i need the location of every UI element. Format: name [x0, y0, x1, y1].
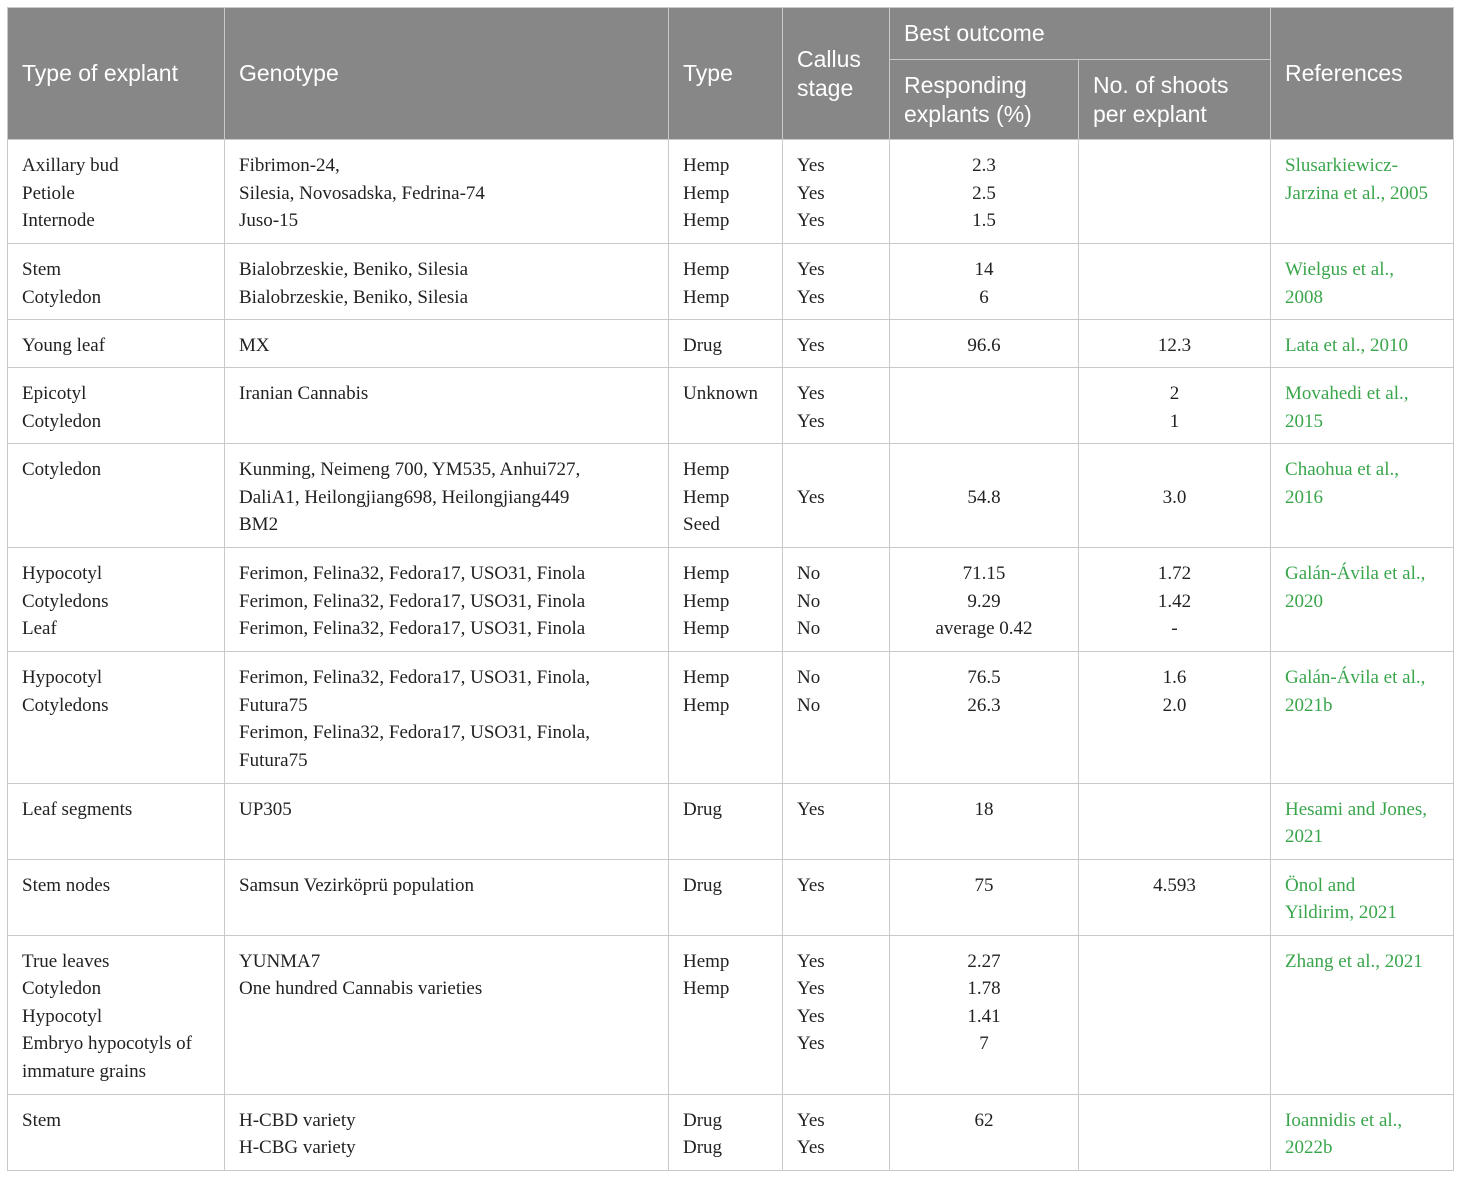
explant-line: Internode	[22, 210, 95, 231]
header-type-of-explant: Type of explant	[8, 8, 225, 140]
header-best-outcome: Best outcome	[890, 8, 1271, 60]
callus-line: No	[797, 694, 821, 716]
type-line: Hemp	[683, 259, 730, 281]
table-row	[8, 652, 1454, 783]
genotype-line: Fibrimon-24,	[239, 155, 340, 176]
type-line: Hemp	[683, 563, 730, 585]
explant-line: Axillary bud	[22, 155, 119, 176]
responding-value: 14	[974, 259, 994, 281]
explant-line: Leaf segments	[22, 798, 133, 820]
reference-line[interactable]: 2020	[1285, 590, 1324, 612]
explant-line: Cotyledon	[22, 978, 102, 1000]
responding-explants-cell	[890, 244, 1079, 320]
responding-value: 18	[974, 798, 994, 820]
explant-cell	[8, 244, 225, 320]
table-row	[8, 244, 1454, 320]
reference-link[interactable]	[1271, 1094, 1454, 1170]
callus-line: Yes	[797, 410, 825, 432]
reference-line[interactable]: Yildirim, 2021	[1285, 902, 1397, 924]
responding-explants-cell	[890, 444, 1079, 548]
callus-line: Yes	[797, 874, 825, 896]
genotype-line: UP305	[239, 798, 292, 820]
type-line: Hemp	[683, 286, 730, 308]
explant-cell	[8, 1094, 225, 1170]
reference-line[interactable]: Chaohua et al.,	[1285, 459, 1399, 481]
callus-line: Yes	[797, 259, 825, 281]
genotype-line: DaliA1, Heilongjiang698, Heilongjiang449	[239, 486, 570, 508]
genotype-line: MX	[239, 335, 270, 357]
shoots-per-explant-cell	[1079, 368, 1271, 444]
type-line: Hemp	[683, 486, 730, 508]
reference-link[interactable]	[1271, 444, 1454, 548]
genotype-line: YUNMA7	[239, 950, 321, 972]
shoots-per-explant-cell	[1079, 444, 1271, 548]
type-cell	[669, 1094, 783, 1170]
reference-line[interactable]: Hesami and Jones,	[1285, 798, 1427, 820]
callus-line: Yes	[797, 383, 825, 405]
explant-line: Cotyledon	[22, 410, 102, 432]
explant-line: Leaf	[22, 618, 57, 640]
explant-line: Hypocotyl	[22, 667, 103, 689]
reference-link[interactable]	[1271, 859, 1454, 935]
callus-line: Yes	[797, 1005, 825, 1027]
type-line: Hemp	[683, 618, 730, 640]
genotype-line: Ferimon, Felina32, Fedora17, USO31, Finola,	[239, 722, 590, 744]
callus-stage-cell	[783, 140, 890, 244]
shoots-value: 12.3	[1157, 335, 1192, 357]
shoots-per-explant-cell	[1079, 244, 1271, 320]
genotype-line: Juso-15	[239, 210, 299, 231]
header-genotype: Genotype	[225, 8, 669, 140]
callus-line: Yes	[797, 1137, 825, 1159]
type-line: Drug	[683, 874, 723, 896]
genotype-line: Kunming, Neimeng 700, YM535, Anhui727,	[239, 459, 581, 481]
shoots-value: 1.42	[1157, 590, 1192, 612]
genotype-cell	[225, 320, 669, 368]
genotype-line: Silesia, Novosadska, Fedrina-74	[239, 182, 485, 204]
responding-explants-cell	[890, 783, 1079, 859]
genotype-line: Ferimon, Felina32, Fedora17, USO31, Finola	[239, 590, 586, 612]
explant-cell	[8, 935, 225, 1094]
explant-line: Stem	[22, 259, 62, 281]
explant-line: Stem	[22, 1109, 62, 1131]
reference-link[interactable]	[1271, 244, 1454, 320]
shoots-value: 3.0	[1162, 486, 1187, 508]
reference-line[interactable]: Önol and	[1285, 874, 1356, 896]
genotype-cell	[225, 368, 669, 444]
table-row	[8, 320, 1454, 368]
header-responding-explants	[890, 60, 1079, 140]
explant-cell	[8, 368, 225, 444]
callus-stage-cell	[783, 244, 890, 320]
type-cell	[669, 783, 783, 859]
callus-line: Yes	[797, 950, 825, 972]
shoots-per-explant-cell	[1079, 783, 1271, 859]
responding-value: 1.41	[967, 1005, 1001, 1027]
type-line: Drug	[683, 1109, 723, 1131]
responding-value: 9.29	[967, 590, 1001, 612]
explant-line: Cotyledons	[22, 694, 109, 716]
genotype-cell	[225, 652, 669, 783]
callus-line: Yes	[797, 798, 825, 820]
type-line: Hemp	[683, 210, 730, 231]
responding-value: 2.3	[972, 155, 996, 176]
callus-line: Yes	[797, 978, 825, 1000]
explant-table	[7, 7, 1454, 1171]
table-row	[8, 140, 1454, 244]
callus-line: Yes	[797, 486, 825, 508]
header-callus-stage	[783, 8, 890, 140]
genotype-line: One hundred Cannabis varieties	[239, 978, 483, 1000]
genotype-line: Bialobrzeskie, Beniko, Silesia	[239, 259, 469, 281]
callus-line: Yes	[797, 1033, 825, 1055]
shoots-value: -	[1171, 618, 1178, 640]
explant-cell	[8, 140, 225, 244]
callus-stage-cell	[783, 444, 890, 548]
explant-line: Petiole	[22, 182, 75, 204]
callus-line	[797, 456, 875, 484]
responding-explants-cell	[890, 652, 1079, 783]
responding-value	[904, 456, 1064, 484]
type-line: Hemp	[683, 590, 730, 612]
type-line: Drug	[683, 1137, 723, 1159]
reference-line[interactable]: 2008	[1285, 286, 1324, 308]
type-line: Hemp	[683, 950, 730, 972]
type-line: Hemp	[683, 459, 730, 481]
responding-value: 71.15	[962, 563, 1006, 585]
reference-line[interactable]: Galán-Ávila et al.,	[1285, 667, 1426, 689]
shoots-per-explant-cell	[1079, 140, 1271, 244]
table-row	[8, 935, 1454, 1094]
type-line: Hemp	[683, 694, 730, 716]
callus-stage-cell	[783, 859, 890, 935]
reference-line[interactable]: 2021b	[1285, 694, 1333, 716]
callus-stage-cell	[783, 320, 890, 368]
genotype-cell	[225, 244, 669, 320]
explant-cell	[8, 320, 225, 368]
reference-link[interactable]	[1271, 368, 1454, 444]
table-body	[8, 140, 1454, 1171]
callus-line: No	[797, 563, 821, 585]
explant-cell	[8, 548, 225, 652]
explant-line: Cotyledons	[22, 590, 109, 612]
shoots-value: 1.6	[1162, 667, 1187, 689]
responding-value: 2.5	[972, 182, 996, 204]
type-cell	[669, 935, 783, 1094]
table-row	[8, 444, 1454, 548]
header-responding-line: Responding	[904, 71, 1027, 98]
callus-line: Yes	[797, 286, 825, 308]
explant-line: Stem nodes	[22, 874, 111, 896]
reference-line[interactable]: Ioannidis et al.,	[1285, 1109, 1403, 1131]
responding-value: 1.78	[967, 978, 1001, 1000]
responding-value: 54.8	[967, 486, 1001, 508]
table-row	[8, 368, 1454, 444]
explant-line: Embryo hypocotyls of	[22, 1033, 192, 1055]
explant-line: Hypocotyl	[22, 1005, 103, 1027]
reference-line[interactable]: Galán-Ávila et al.,	[1285, 563, 1426, 585]
genotype-line: Samsun Vezirköprü population	[239, 874, 475, 896]
responding-explants-cell	[890, 320, 1079, 368]
callus-line: Yes	[797, 210, 825, 231]
header-shoots-line: No. of shoots	[1093, 71, 1229, 98]
type-cell	[669, 444, 783, 548]
genotype-line: Ferimon, Felina32, Fedora17, USO31, Finola	[239, 563, 586, 585]
reference-link[interactable]	[1271, 783, 1454, 859]
type-line: Seed	[683, 514, 720, 536]
callus-line: No	[797, 618, 821, 640]
genotype-line: H-CBG variety	[239, 1137, 356, 1159]
header-references: References	[1271, 8, 1454, 140]
callus-line: Yes	[797, 155, 825, 176]
explant-line: Hypocotyl	[22, 563, 103, 585]
explant-cell	[8, 783, 225, 859]
reference-link[interactable]	[1271, 140, 1454, 244]
reference-line[interactable]: Slusarkiewicz-	[1285, 155, 1398, 176]
callus-line: Yes	[797, 335, 825, 357]
reference-line[interactable]: Zhang et al., 2021	[1285, 950, 1423, 972]
explant-line: Cotyledon	[22, 459, 102, 481]
explant-cell	[8, 859, 225, 935]
responding-explants-cell	[890, 368, 1079, 444]
responding-explants-cell	[890, 935, 1079, 1094]
type-cell	[669, 548, 783, 652]
explant-cell	[8, 444, 225, 548]
genotype-cell	[225, 935, 669, 1094]
shoots-value	[1093, 456, 1256, 484]
callus-stage-cell	[783, 652, 890, 783]
responding-value: 76.5	[967, 667, 1001, 689]
reference-line[interactable]: Jarzina et al., 2005	[1285, 182, 1428, 204]
callus-stage-cell	[783, 935, 890, 1094]
reference-link[interactable]	[1271, 548, 1454, 652]
reference-line[interactable]: 2016	[1285, 486, 1324, 508]
callus-stage-cell	[783, 1094, 890, 1170]
explant-line: immature grains	[22, 1060, 146, 1082]
shoots-value: 4.593	[1153, 874, 1196, 896]
reference-line[interactable]: 2015	[1285, 410, 1324, 432]
reference-line[interactable]: Movahedi et al.,	[1285, 383, 1409, 405]
genotype-cell	[225, 140, 669, 244]
genotype-cell	[225, 783, 669, 859]
responding-value: 75	[974, 874, 994, 896]
table-row	[8, 859, 1454, 935]
shoots-value: 2	[1169, 383, 1180, 405]
reference-line[interactable]: Wielgus et al.,	[1285, 259, 1394, 281]
reference-line[interactable]: 2021	[1285, 826, 1324, 848]
shoots-value: 1	[1169, 410, 1180, 432]
callus-line: Yes	[797, 182, 825, 204]
type-cell	[669, 320, 783, 368]
genotype-line: Ferimon, Felina32, Fedora17, USO31, Finola	[239, 618, 586, 640]
responding-value: 26.3	[967, 694, 1001, 716]
genotype-line: BM2	[239, 514, 279, 536]
type-line: Hemp	[683, 978, 730, 1000]
genotype-line: Ferimon, Felina32, Fedora17, USO31, Finola,	[239, 667, 590, 689]
responding-value: 2.27	[967, 950, 1001, 972]
shoots-per-explant-cell	[1079, 935, 1271, 1094]
genotype-line: Bialobrzeskie, Beniko, Silesia	[239, 286, 469, 308]
shoots-per-explant-cell	[1079, 859, 1271, 935]
reference-link[interactable]	[1271, 652, 1454, 783]
header-shoots-line: per explant	[1093, 100, 1207, 127]
type-line: Drug	[683, 335, 723, 357]
callus-stage-cell	[783, 783, 890, 859]
header-callus-stage-line: Callus	[797, 45, 861, 72]
reference-link[interactable]	[1271, 935, 1454, 1094]
type-cell	[669, 859, 783, 935]
type-cell	[669, 652, 783, 783]
responding-explants-cell	[890, 140, 1079, 244]
type-line: Drug	[683, 798, 723, 820]
header-callus-stage-line: stage	[797, 74, 854, 101]
header-responding-line: explants (%)	[904, 100, 1032, 127]
genotype-cell	[225, 859, 669, 935]
callus-line: No	[797, 590, 821, 612]
table-row	[8, 548, 1454, 652]
explant-line: Young leaf	[22, 335, 106, 357]
genotype-cell	[225, 548, 669, 652]
genotype-line: Iranian Cannabis	[239, 383, 369, 405]
responding-value: 7	[979, 1033, 989, 1055]
type-cell	[669, 368, 783, 444]
responding-value: 96.6	[967, 335, 1001, 357]
shoots-per-explant-cell	[1079, 652, 1271, 783]
responding-value: 1.5	[972, 210, 996, 231]
shoots-per-explant-cell	[1079, 1094, 1271, 1170]
genotype-line: H-CBD variety	[239, 1109, 356, 1131]
reference-line[interactable]: Lata et al., 2010	[1285, 335, 1408, 357]
responding-value: 62	[974, 1109, 994, 1131]
shoots-value: 1.72	[1157, 563, 1192, 585]
explant-line: Cotyledon	[22, 286, 102, 308]
table-row	[8, 783, 1454, 859]
responding-explants-cell	[890, 1094, 1079, 1170]
callus-stage-cell	[783, 368, 890, 444]
type-line: Hemp	[683, 667, 730, 689]
callus-stage-cell	[783, 548, 890, 652]
explant-line: True leaves	[22, 950, 110, 972]
shoots-per-explant-cell	[1079, 548, 1271, 652]
callus-line: Yes	[797, 1109, 825, 1131]
table-row	[8, 1094, 1454, 1170]
type-line: Hemp	[683, 182, 730, 204]
explant-cell	[8, 652, 225, 783]
header-shoots-per-explant	[1079, 60, 1271, 140]
callus-line: No	[797, 667, 821, 689]
type-cell	[669, 140, 783, 244]
genotype-cell	[225, 1094, 669, 1170]
shoots-value: 2.0	[1162, 694, 1187, 716]
reference-line[interactable]: 2022b	[1285, 1137, 1333, 1159]
genotype-cell	[225, 444, 669, 548]
type-line: Unknown	[683, 383, 758, 405]
explant-line: Epicotyl	[22, 383, 87, 405]
responding-explants-cell	[890, 859, 1079, 935]
header-type: Type	[669, 8, 783, 140]
type-line: Hemp	[683, 155, 730, 176]
reference-link[interactable]	[1271, 320, 1454, 368]
shoots-per-explant-cell	[1079, 320, 1271, 368]
genotype-line: Futura75	[239, 749, 308, 771]
responding-explants-cell	[890, 548, 1079, 652]
responding-value: average 0.42	[935, 618, 1033, 640]
type-cell	[669, 244, 783, 320]
responding-value: 6	[979, 286, 989, 308]
genotype-line: Futura75	[239, 694, 308, 716]
